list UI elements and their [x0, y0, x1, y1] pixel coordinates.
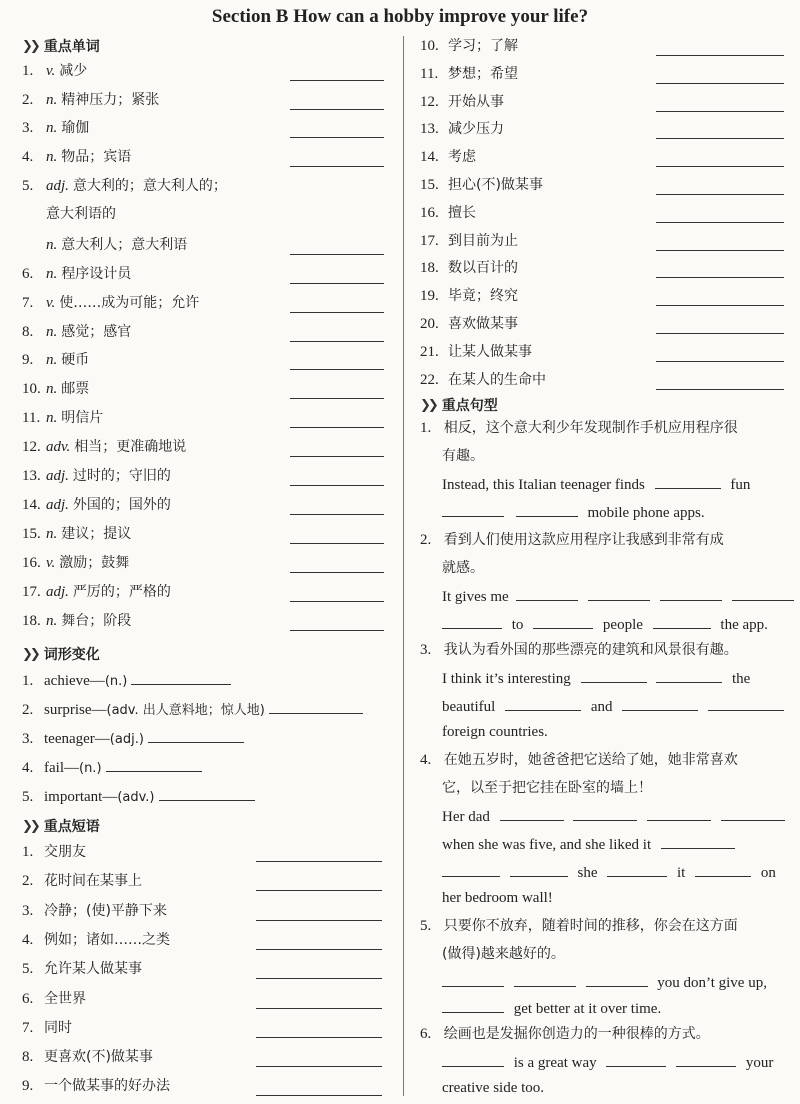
form-word: achieve— — [44, 673, 105, 689]
item-number: 3. — [22, 120, 34, 136]
item-number: 19. — [420, 288, 439, 305]
item-number: 1. — [22, 63, 34, 79]
form-hint: (n.) — [104, 674, 128, 689]
phrase-row — [22, 1047, 153, 1067]
phrase-row — [420, 64, 518, 84]
phrase-meaning: 同时 — [44, 1019, 72, 1036]
answer-blank[interactable] — [647, 806, 711, 821]
answer-blank[interactable] — [656, 138, 784, 139]
item-number: 1. — [22, 673, 34, 689]
form-row — [22, 757, 202, 777]
form-hint: (adv.) — [117, 790, 155, 805]
phrase-meaning: 考虑 — [448, 149, 476, 166]
answer-blank[interactable] — [131, 670, 231, 685]
answer-blank[interactable] — [732, 586, 794, 601]
word-meaning: 程序设计员 — [61, 266, 132, 282]
form-row — [22, 699, 363, 719]
section-header-forms: ❯❯ 词形变化 — [22, 646, 100, 663]
part-of-speech: n. — [46, 324, 58, 340]
answer-blank[interactable] — [290, 341, 384, 342]
answer-blank[interactable] — [148, 728, 244, 743]
answer-blank[interactable] — [290, 283, 384, 284]
item-number: 8. — [22, 1049, 34, 1066]
answer-blank[interactable] — [159, 786, 255, 801]
answer-blank[interactable] — [656, 277, 784, 278]
sentence-2-cn-cont: 就感。 — [442, 560, 484, 576]
phrase-meaning: 到目前为止 — [448, 232, 518, 249]
word-row — [22, 611, 131, 631]
part-of-speech: n. — [46, 237, 58, 253]
item-number: 4. — [22, 760, 34, 776]
part-of-speech: adv. — [46, 439, 71, 455]
word-meaning: 舞台；阶段 — [61, 613, 132, 629]
double-chevron-icon: ❯❯ — [22, 818, 38, 834]
answer-blank[interactable] — [290, 369, 384, 370]
part-of-speech: adj. — [46, 584, 69, 600]
answer-blank[interactable] — [290, 630, 384, 631]
word-meaning: 意大利人；意大利语 — [61, 237, 188, 253]
answer-blank[interactable] — [290, 427, 384, 428]
answer-blank[interactable] — [256, 1095, 382, 1096]
item-number: 13. — [420, 121, 439, 138]
item-number: 18. — [420, 260, 439, 277]
phrase-row — [22, 959, 142, 979]
part-of-speech: n. — [46, 613, 58, 629]
item-number: 5. — [22, 178, 34, 194]
sentence-1-en-line2: mobile phone apps. — [442, 502, 705, 523]
word-meaning: 瑜伽 — [61, 120, 90, 136]
word-meaning: 使……成为可能；允许 — [59, 295, 200, 311]
phrase-meaning: 毕竟；终究 — [448, 288, 518, 305]
phrase-row — [22, 842, 86, 862]
word-row — [22, 147, 131, 167]
phrase-meaning: 冷静；(使)平静下来 — [44, 902, 167, 919]
phrase-meaning: 花时间在某事上 — [44, 873, 142, 890]
answer-blank[interactable] — [661, 834, 735, 849]
phrase-meaning: 数以百计的 — [448, 260, 518, 277]
word-meaning: 意大利的；意大利人的； — [72, 178, 227, 194]
answer-blank[interactable] — [573, 806, 637, 821]
sentence-4-en-line2: when she was five, and she liked it — [442, 834, 735, 855]
sentence-1-cn: 1. 相反，这个意大利少年发现制作手机应用程序很 — [420, 420, 738, 436]
answer-blank[interactable] — [514, 972, 576, 987]
double-chevron-icon: ❯❯ — [22, 646, 38, 662]
answer-blank[interactable] — [606, 1052, 666, 1067]
word-meaning: 激励；鼓舞 — [59, 555, 130, 571]
answer-blank[interactable] — [656, 111, 784, 112]
phrase-row — [420, 175, 543, 195]
word-row — [22, 437, 186, 457]
sentence-5-cn: 5. 只要你不放弃，随着时间的推移，你会在这方面 — [420, 918, 738, 934]
phrase-row — [420, 231, 518, 251]
item-number: 9. — [22, 352, 34, 368]
item-number: 7. — [22, 1019, 34, 1036]
double-chevron-icon: ❯❯ — [420, 397, 436, 413]
item-number: 21. — [420, 343, 439, 360]
word-meaning: 意大利语的 — [46, 206, 116, 222]
word-meaning: 硬币 — [61, 352, 90, 368]
item-number: 2. — [22, 702, 34, 718]
part-of-speech: adj. — [46, 468, 69, 484]
word-row — [22, 379, 89, 399]
item-number: 7. — [22, 295, 34, 311]
item-number: 10. — [22, 381, 41, 397]
answer-blank[interactable] — [290, 80, 384, 81]
word-meaning: 过时的；守旧的 — [72, 468, 171, 484]
word-row — [22, 553, 129, 573]
item-number: 4. — [22, 931, 34, 948]
item-number: 22. — [420, 371, 439, 388]
phrase-meaning: 学习；了解 — [448, 38, 518, 54]
phrase-meaning: 更喜欢(不)做某事 — [44, 1049, 153, 1066]
answer-blank[interactable] — [442, 862, 500, 877]
answer-blank[interactable] — [290, 109, 384, 110]
phrase-row — [420, 342, 532, 362]
item-number: 13. — [22, 468, 41, 484]
answer-blank[interactable] — [290, 572, 384, 573]
item-number: 2. — [22, 873, 34, 890]
phrase-row — [22, 930, 170, 950]
answer-blank[interactable] — [256, 890, 382, 891]
word-row — [22, 264, 131, 284]
answer-blank[interactable] — [442, 1052, 504, 1067]
item-number: 18. — [22, 613, 41, 629]
phrase-row — [22, 1018, 72, 1038]
item-number: 2. — [22, 92, 34, 108]
item-number: 16. — [22, 555, 41, 571]
phrase-meaning: 让某人做某事 — [448, 343, 532, 360]
item-number: 3. — [22, 902, 34, 919]
answer-blank[interactable] — [708, 696, 784, 711]
part-of-speech: n. — [46, 352, 58, 368]
section-header-sentences: ❯❯ 重点句型 — [420, 397, 498, 414]
part-of-speech: n. — [46, 149, 58, 165]
item-number: 16. — [420, 204, 439, 221]
word-meaning: 建议；提议 — [61, 526, 132, 542]
answer-blank[interactable] — [290, 254, 384, 255]
phrase-meaning: 全世界 — [44, 990, 86, 1007]
word-row — [22, 322, 131, 342]
sentence-5-en-line2: get better at it over time. — [442, 998, 661, 1019]
phrase-meaning: 交朋友 — [44, 844, 86, 860]
sentence-2-en-line2: to people the app. — [442, 614, 768, 635]
word-row — [22, 495, 171, 515]
word-row — [22, 204, 116, 224]
answer-blank[interactable] — [500, 806, 564, 821]
item-number: 15. — [22, 526, 41, 542]
section-header-phrases: ❯❯ 重点短语 — [22, 818, 100, 835]
form-row — [22, 786, 255, 806]
sentence-4-cn-cont: 它，以至于把它挂在卧室的墙上！ — [442, 780, 652, 796]
sentence-3-en-line3: foreign countries. — [442, 724, 548, 740]
phrase-row — [420, 286, 518, 306]
item-number: 4. — [22, 149, 34, 165]
phrase-row — [22, 901, 167, 921]
phrase-meaning: 梦想；希望 — [448, 65, 518, 82]
answer-blank[interactable] — [256, 920, 382, 921]
answer-blank[interactable] — [588, 586, 650, 601]
sentence-6-cn: 6. 绘画也是发掘你创造力的一种很棒的方式。 — [420, 1026, 710, 1042]
sentence-5-en-line1: you don’t give up, — [442, 972, 767, 993]
item-number: 1. — [22, 844, 34, 860]
answer-blank[interactable] — [290, 514, 384, 515]
sentence-3-en-line1: I think it’s interesting the — [442, 668, 750, 689]
form-hint: (n.) — [79, 761, 102, 776]
sentence-6-en-line1: is a great way your — [442, 1052, 773, 1073]
phrase-row — [22, 989, 86, 1009]
answer-blank[interactable] — [676, 1052, 736, 1067]
part-of-speech: n. — [46, 266, 58, 282]
answer-blank[interactable] — [290, 485, 384, 486]
sentence-2-en-line1: It gives me — [442, 586, 794, 607]
item-number: 12. — [22, 439, 41, 455]
form-word: fail— — [44, 760, 79, 776]
item-number: 17. — [22, 584, 41, 600]
answer-blank[interactable] — [290, 456, 384, 457]
item-number: 5. — [22, 789, 34, 805]
phrase-row — [420, 258, 518, 278]
answer-blank[interactable] — [256, 1037, 382, 1038]
phrase-row — [420, 92, 504, 112]
answer-blank[interactable] — [269, 699, 363, 714]
phrase-meaning: 一个做某事的好办法 — [44, 1078, 170, 1095]
phrase-meaning: 允许某人做某事 — [44, 961, 142, 978]
part-of-speech: v. — [46, 295, 56, 311]
answer-blank[interactable] — [106, 757, 202, 772]
form-word: important— — [44, 789, 118, 805]
word-row — [22, 408, 103, 428]
part-of-speech: n. — [46, 381, 58, 397]
item-number: 11. — [22, 410, 41, 426]
word-meaning: 物品；宾语 — [61, 149, 132, 165]
part-of-speech: adj. — [46, 178, 69, 194]
answer-blank[interactable] — [290, 312, 384, 313]
answer-blank[interactable] — [695, 862, 751, 877]
word-row — [22, 61, 87, 81]
word-meaning: 明信片 — [61, 410, 104, 426]
phrase-row — [420, 203, 476, 223]
answer-blank[interactable] — [516, 502, 578, 517]
word-meaning: 外国的；国外的 — [72, 497, 171, 513]
sentence-3-en-line2: beautiful and — [442, 696, 784, 717]
page-title: Section B How can a hobby improve your life? — [211, 6, 589, 27]
form-word: surprise— — [44, 702, 107, 718]
sentence-4-en-line4: her bedroom wall! — [442, 890, 553, 906]
word-meaning: 邮票 — [61, 381, 90, 397]
answer-blank[interactable] — [516, 586, 578, 601]
answer-blank[interactable] — [656, 668, 722, 683]
answer-blank[interactable] — [660, 586, 722, 601]
answer-blank[interactable] — [656, 361, 784, 362]
word-row — [22, 350, 89, 370]
phrase-meaning: 担心(不)做某事 — [448, 177, 543, 193]
phrase-meaning: 喜欢做某事 — [448, 316, 518, 332]
phrase-row — [22, 1076, 170, 1096]
answer-blank[interactable] — [256, 978, 382, 979]
answer-blank[interactable] — [656, 55, 784, 56]
word-row — [22, 176, 227, 196]
answer-blank[interactable] — [656, 389, 784, 390]
answer-blank[interactable] — [656, 305, 784, 306]
word-meaning: 减少 — [59, 63, 88, 79]
phrase-meaning: 在某人的生命中 — [448, 371, 546, 388]
item-number: 14. — [22, 497, 41, 513]
answer-blank[interactable] — [721, 806, 785, 821]
word-row — [22, 582, 171, 602]
item-number: 9. — [22, 1078, 34, 1095]
answer-blank[interactable] — [290, 398, 384, 399]
item-number: 20. — [420, 316, 439, 332]
answer-blank[interactable] — [442, 972, 504, 987]
answer-blank[interactable] — [607, 862, 667, 877]
phrase-row — [420, 36, 518, 56]
phrase-row — [420, 370, 546, 390]
answer-blank[interactable] — [581, 668, 647, 683]
word-row — [22, 90, 159, 110]
part-of-speech: adj. — [46, 497, 69, 513]
answer-blank[interactable] — [656, 250, 784, 251]
item-number: 11. — [420, 65, 439, 82]
item-number: 14. — [420, 149, 439, 166]
answer-blank[interactable] — [256, 861, 382, 862]
sentence-4-en-line1: Her dad — [442, 806, 785, 827]
answer-blank[interactable] — [655, 474, 721, 489]
answer-blank[interactable] — [510, 862, 568, 877]
part-of-speech: n. — [46, 526, 58, 542]
phrase-meaning: 开始从事 — [448, 93, 504, 110]
answer-blank[interactable] — [533, 614, 593, 629]
phrase-meaning: 减少压力 — [448, 121, 504, 138]
answer-blank[interactable] — [290, 543, 384, 544]
sentence-1-cn-cont: 有趣。 — [442, 448, 484, 464]
form-hint: (adj.) — [109, 732, 144, 747]
answer-blank[interactable] — [656, 333, 784, 334]
answer-blank[interactable] — [622, 696, 698, 711]
word-row — [22, 293, 199, 313]
answer-blank[interactable] — [256, 1008, 382, 1009]
word-row — [22, 235, 187, 255]
part-of-speech: n. — [46, 120, 58, 136]
part-of-speech: n. — [46, 92, 58, 108]
sentence-2-cn: 2. 看到人们使用这款应用程序让我感到非常有成 — [420, 532, 724, 548]
answer-blank[interactable] — [290, 166, 384, 167]
column-divider — [403, 36, 404, 1096]
answer-blank[interactable] — [256, 1066, 382, 1067]
word-row — [22, 118, 89, 138]
part-of-speech: v. — [46, 63, 56, 79]
phrase-meaning: 擅长 — [448, 204, 476, 221]
form-word: teenager— — [44, 731, 110, 747]
word-meaning: 相当；更准确地说 — [74, 439, 187, 455]
double-chevron-icon: ❯❯ — [22, 38, 38, 54]
answer-blank[interactable] — [290, 137, 384, 138]
part-of-speech: v. — [46, 555, 56, 571]
section-header-words: ❯❯ 重点单词 — [22, 38, 100, 55]
phrase-row — [22, 871, 142, 891]
answer-blank[interactable] — [442, 998, 504, 1013]
answer-blank[interactable] — [656, 194, 784, 195]
sentence-1-en-line1: Instead, this Italian teenager finds fun — [442, 474, 750, 495]
phrase-row — [420, 147, 476, 167]
sentence-4-en-line3: she it on — [442, 862, 776, 883]
part-of-speech: n. — [46, 410, 58, 426]
answer-blank[interactable] — [442, 614, 502, 629]
form-row — [22, 670, 231, 690]
item-number: 3. — [22, 731, 34, 747]
sentence-3-cn: 3. 我认为看外国的那些漂亮的建筑和风景很有趣。 — [420, 642, 738, 658]
answer-blank[interactable] — [653, 614, 711, 629]
word-meaning: 严厉的；严格的 — [72, 584, 171, 600]
item-number: 17. — [420, 232, 439, 249]
answer-blank[interactable] — [656, 166, 784, 167]
item-number: 8. — [22, 324, 34, 340]
word-row — [22, 466, 171, 486]
answer-blank[interactable] — [656, 222, 784, 223]
item-number: 15. — [420, 177, 439, 193]
phrase-meaning: 例如；诸如……之类 — [44, 931, 170, 948]
answer-blank[interactable] — [442, 502, 504, 517]
phrase-row — [420, 314, 518, 334]
answer-blank[interactable] — [505, 696, 581, 711]
item-number: 6. — [22, 266, 34, 282]
phrase-row — [420, 119, 504, 139]
item-number: 10. — [420, 38, 439, 54]
sentence-4-cn: 4. 在她五岁时，她爸爸把它送给了她，她非常喜欢 — [420, 752, 738, 768]
sentence-6-en-line2: creative side too. — [442, 1080, 545, 1096]
answer-blank[interactable] — [290, 601, 384, 602]
item-number: 6. — [22, 990, 34, 1007]
answer-blank[interactable] — [256, 949, 382, 950]
answer-blank[interactable] — [586, 972, 648, 987]
item-number: 5. — [22, 961, 34, 978]
form-row — [22, 728, 244, 748]
answer-blank[interactable] — [656, 83, 784, 84]
item-number: 12. — [420, 93, 439, 110]
sentence-5-cn-cont: (做得)越来越好的。 — [442, 946, 565, 962]
word-meaning: 精神压力；紧张 — [61, 92, 160, 108]
form-hint: (adv. 出人意料地；惊人地) — [106, 703, 265, 718]
word-row — [22, 524, 131, 544]
word-meaning: 感觉；感官 — [61, 324, 132, 340]
